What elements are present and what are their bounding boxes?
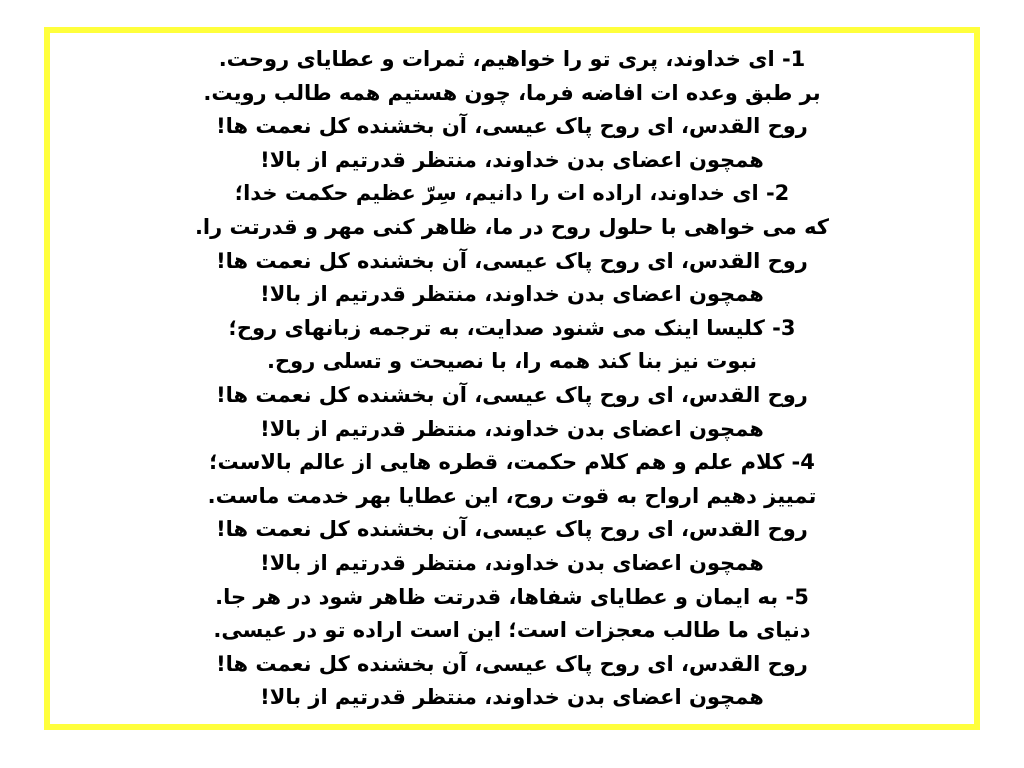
stanza-3-line-1: 3- کلیسا اینک می شنود صدایت، به ترجمه زبانهای روح؛ <box>228 315 796 340</box>
refrain-line-2: همچون اعضای بدن خداوند، منتظر قدرتیم از بالا! <box>260 550 764 575</box>
stanza-4-line-2: تمییز دهیم ارواح به قوت روح، این عطایا بهر خدمت ماست. <box>207 483 817 508</box>
stanza-3-line-2: نبوت نیز بنا کند همه را، با نصیحت و تسلی روح. <box>267 349 757 374</box>
hymn-lyrics <box>50 43 974 715</box>
refrain-line-1: روح القدس، ای روح پاک عیسی، آن بخشنده کل نعمت ها! <box>216 517 808 542</box>
refrain-line-2: همچون اعضای بدن خداوند، منتظر قدرتیم از بالا! <box>260 147 764 172</box>
refrain-line-2: همچون اعضای بدن خداوند، منتظر قدرتیم از بالا! <box>260 685 764 710</box>
stanza-5-line-2: دنیای ما طالب معجزات است؛ این است اراده تو در عیسی. <box>213 618 811 643</box>
slide-frame <box>44 27 980 730</box>
refrain-line-1: روح القدس، ای روح پاک عیسی، آن بخشنده کل نعمت ها! <box>216 651 808 676</box>
stanza-1-line-2: بر طبق وعده ات افاضه فرما، چون هستیم همه طالب رویت. <box>203 80 821 105</box>
stanza-2-line-2: که می خواهی با حلول روح در ما، ظاهر کنی مهر و قدرتت را. <box>194 214 830 239</box>
stanza-1-line-1: 1- ای خداوند، پری تو را خواهیم، ثمرات و عطایای روحت. <box>218 47 806 71</box>
stanza-4-line-1: 4- کلام علم و هم کلام حکمت، قطره هایی از عالم بالاست؛ <box>209 450 815 475</box>
refrain-line-1: روح القدس، ای روح پاک عیسی، آن بخشنده کل نعمت ها! <box>216 382 808 407</box>
refrain-line-1: روح القدس، ای روح پاک عیسی، آن بخشنده کل نعمت ها! <box>216 114 808 139</box>
refrain-line-1: روح القدس، ای روح پاک عیسی، آن بخشنده کل نعمت ها! <box>216 248 808 273</box>
stanza-5-line-1: 5- به ایمان و عطایای شفاها، قدرتت ظاهر شود در هر جا. <box>215 584 809 609</box>
stanza-2-line-1: 2- ای خداوند، اراده ات را دانیم، سِرّ عظیم حکمت خدا؛ <box>234 181 790 206</box>
refrain-line-2: همچون اعضای بدن خداوند، منتظر قدرتیم از بالا! <box>260 282 764 307</box>
refrain-line-2: همچون اعضای بدن خداوند، منتظر قدرتیم از بالا! <box>260 416 764 441</box>
